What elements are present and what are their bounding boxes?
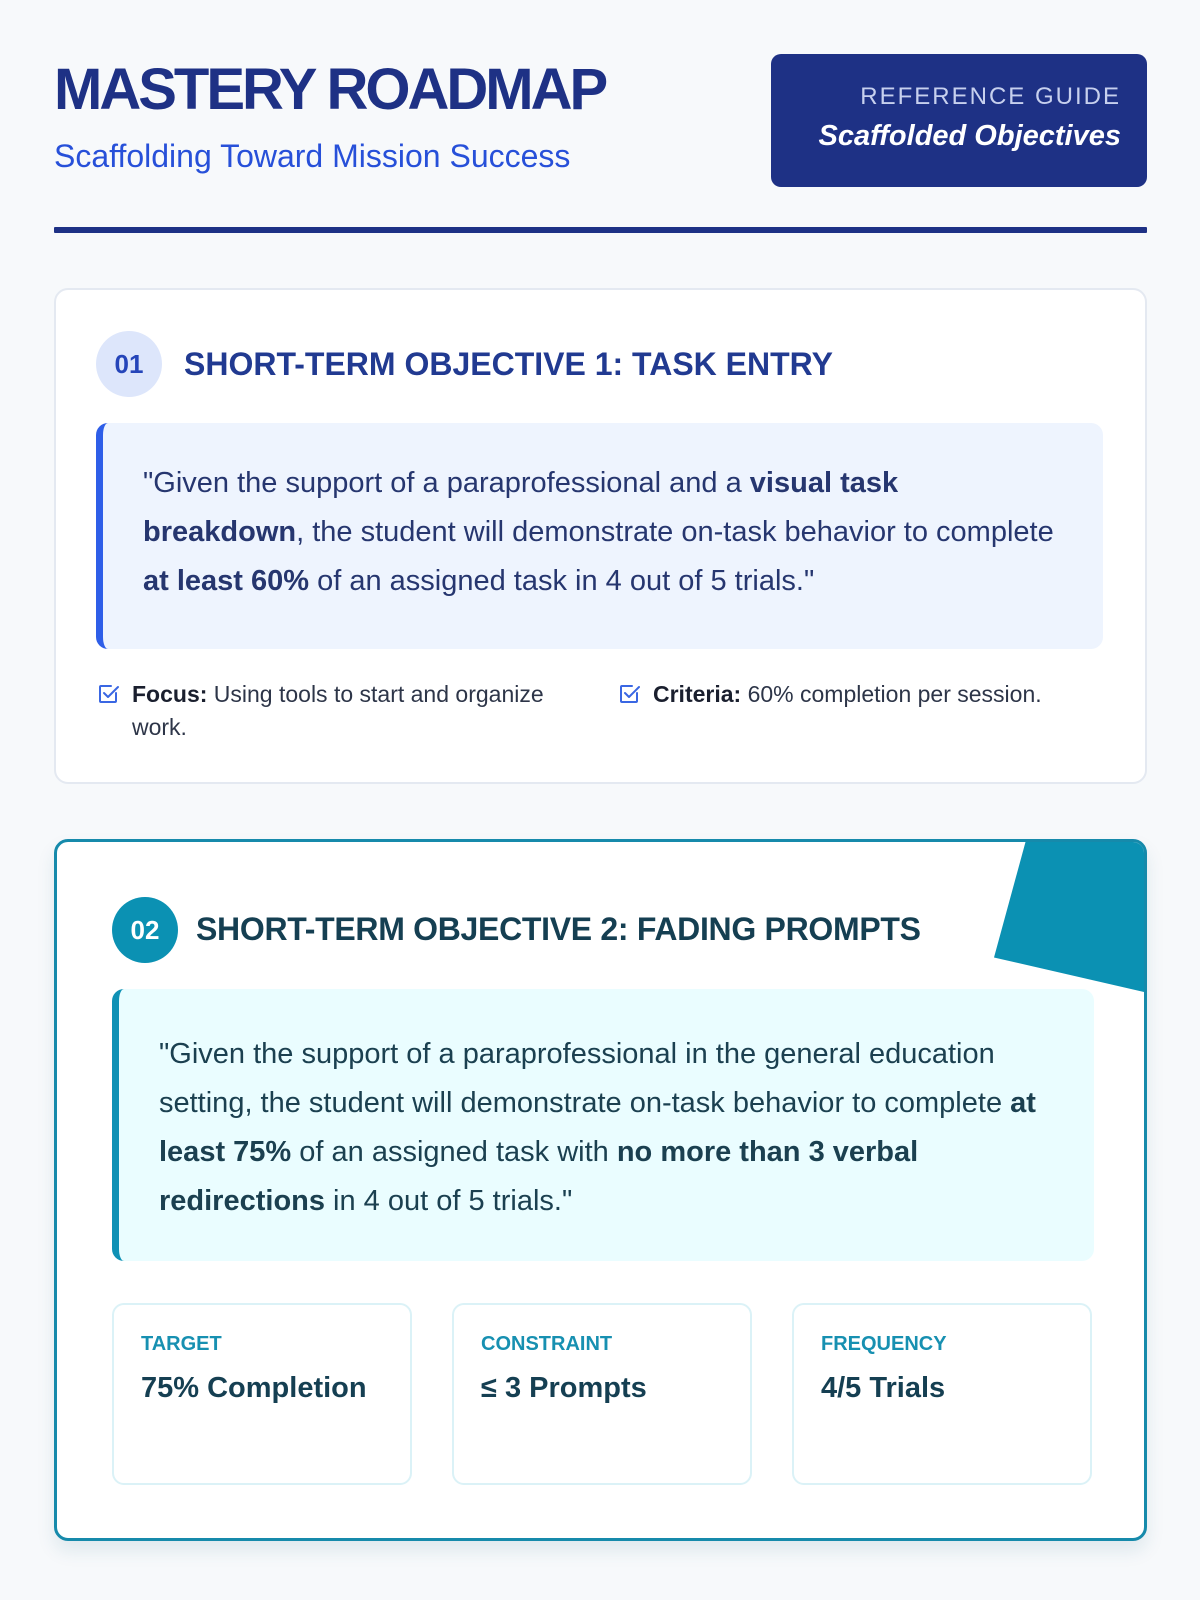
quote-emphasis: no more than 3 verbal redirections [159, 1136, 919, 1217]
bullet-value: 60% completion per session. [741, 681, 1042, 707]
quote-emphasis: at least 60% [143, 565, 310, 597]
objective-title: SHORT-TERM OBJECTIVE 1: TASK ENTRY [184, 346, 833, 382]
bullet-text [653, 678, 1042, 715]
header [54, 0, 1147, 234]
stat-value: 75% Completion [141, 1372, 367, 1404]
quote-text: "Given the support of a paraprofessional and a [143, 467, 750, 499]
focus-bullet [96, 678, 576, 744]
stat-label: FREQUENCY [821, 1333, 947, 1355]
quote-text: of an assigned task in 4 out of 5 trials." [309, 565, 815, 597]
criteria-bullet [617, 678, 1117, 715]
page-subtitle: Scaffolding Toward Mission Success [54, 138, 571, 174]
objective-card-1 [54, 288, 1147, 784]
stat-value: ≤ 3 Prompts [481, 1372, 647, 1404]
objective-title: SHORT-TERM OBJECTIVE 2: FADING PROMPTS [196, 911, 921, 947]
stat-value: 4/5 Trials [821, 1372, 946, 1404]
page-title: MASTERY ROADMAP [54, 57, 606, 122]
checkbox-icon [96, 682, 132, 744]
bullet-value: Using tools to start and organize work. [132, 681, 544, 740]
stat-card-frequency [792, 1303, 1092, 1485]
header-divider [54, 227, 1147, 233]
bullet-text [132, 678, 576, 744]
objective-quote [96, 423, 1103, 649]
quote-emphasis: at least 75% [159, 1087, 1036, 1168]
bullet-label: Criteria: [653, 681, 742, 707]
quote-text: in 4 out of 5 trials." [325, 1185, 573, 1217]
quote-emphasis: visual task breakdown [143, 467, 899, 548]
bullet-label: Focus: [132, 681, 208, 707]
quote-text: , the student will demonstrate on-task behavior to complete [296, 516, 1054, 548]
page [54, 0, 1147, 1404]
quote-text: "Given the support of a paraprofessional in the general education setting, the student will demonstrate on-task behavior to complete [159, 1038, 1011, 1119]
stat-card-constraint [452, 1303, 752, 1485]
quote-text: of an assigned task with [291, 1136, 617, 1168]
objective-card-2 [54, 839, 1147, 1541]
stat-card-target [112, 1303, 412, 1485]
stat-label: CONSTRAINT [481, 1333, 613, 1355]
stat-label: TARGET [141, 1333, 222, 1355]
corner-ribbon [994, 842, 1144, 992]
reference-box [771, 54, 1147, 187]
objective-number-badge: 02 [112, 897, 178, 963]
reference-label: REFERENCE GUIDE [860, 83, 1121, 110]
reference-title: Scaffolded Objectives [818, 120, 1121, 152]
objective-number-badge: 01 [96, 331, 162, 397]
objective-quote [112, 989, 1094, 1261]
checkbox-icon [617, 682, 653, 715]
